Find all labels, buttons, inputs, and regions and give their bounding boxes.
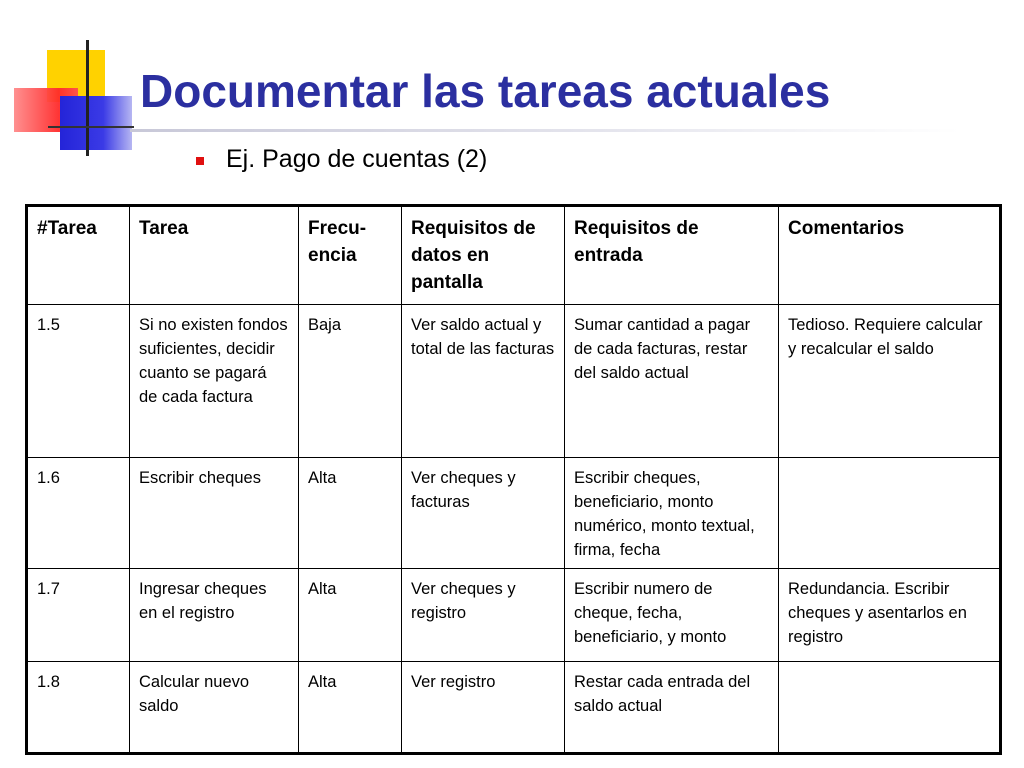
table-row: [27, 458, 1001, 569]
table-row: [27, 305, 1001, 458]
table-cell: Baja: [299, 305, 402, 458]
table-row: [27, 569, 1001, 662]
table-row: [27, 662, 1001, 754]
header-cell: Requisitos de datos en pantalla: [402, 206, 565, 305]
table-cell: Ver cheques y facturas: [402, 458, 565, 569]
logo-horizontal-line: [48, 126, 134, 128]
header-cell: Comentarios: [779, 206, 1001, 305]
table-cell: Escribir cheques: [130, 458, 299, 569]
table-cell: 1.8: [27, 662, 130, 754]
table-cell: Escribir cheques, beneficiario, monto numérico, monto textual, firma, fecha: [565, 458, 779, 569]
table-cell: Alta: [299, 458, 402, 569]
table-cell: Tedioso. Requiere calcular y recalcular el saldo: [779, 305, 1001, 458]
header-cell: #Tarea: [27, 206, 130, 305]
slide-logo: [0, 0, 140, 160]
logo-vertical-line: [86, 40, 89, 156]
table-cell: Ingresar cheques en el registro: [130, 569, 299, 662]
table-cell: Si no existen fondos suficientes, decidir cuanto se pagará de cada factura: [130, 305, 299, 458]
bullet-item: [196, 145, 487, 174]
title-underline: [130, 129, 960, 132]
table-cell: Escribir numero de cheque, fecha, beneficiario, y monto: [565, 569, 779, 662]
logo-blue-square: [60, 96, 132, 150]
table-cell: Alta: [299, 569, 402, 662]
header-cell: Tarea: [130, 206, 299, 305]
bullet-square-icon: [196, 157, 204, 165]
table-cell: 1.6: [27, 458, 130, 569]
table-cell: Ver cheques y registro: [402, 569, 565, 662]
table-cell: Ver registro: [402, 662, 565, 754]
table-cell: [779, 458, 1001, 569]
table-cell: Redundancia. Escribir cheques y asentarlos en registro: [779, 569, 1001, 662]
bullet-text: Ej. Pago de cuentas (2): [226, 145, 488, 173]
table-cell: [779, 662, 1001, 754]
table-cell: Calcular nuevo saldo: [130, 662, 299, 754]
tasks-table: [25, 204, 1002, 755]
table-cell: Ver saldo actual y total de las facturas: [402, 305, 565, 458]
slide-title: Documentar las tareas actuales: [140, 65, 831, 117]
table-cell: 1.7: [27, 569, 130, 662]
table-cell: Restar cada entrada del saldo actual: [565, 662, 779, 754]
header-cell: Frecu-encia: [299, 206, 402, 305]
table-cell: 1.5: [27, 305, 130, 458]
header-cell: Requisitos de entrada: [565, 206, 779, 305]
table-cell: Alta: [299, 662, 402, 754]
table-header-row: [27, 206, 1001, 305]
table-cell: Sumar cantidad a pagar de cada facturas, restar del saldo actual: [565, 305, 779, 458]
